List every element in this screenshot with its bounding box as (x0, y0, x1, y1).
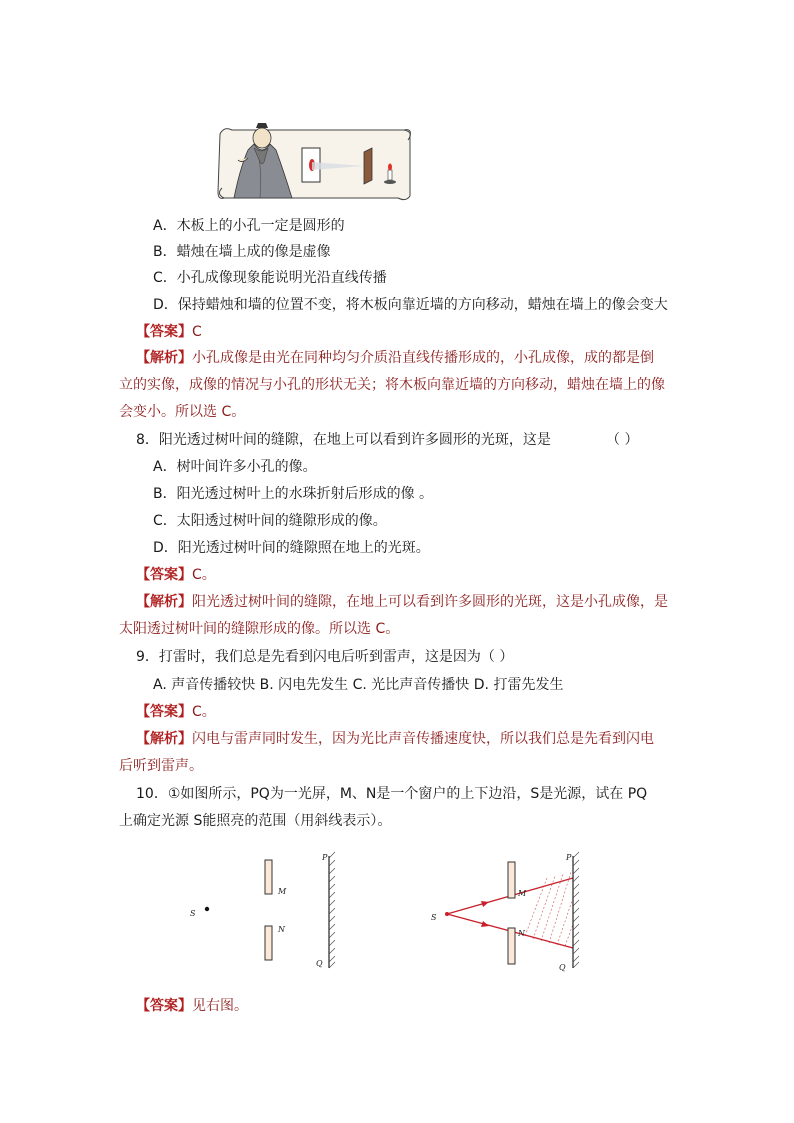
q8-option-a: A．树叶间许多小孔的像。 (153, 459, 317, 475)
pinhole-illustration (214, 122, 414, 202)
q8-answer (136, 565, 216, 585)
q9-analysis-line-1 (136, 729, 654, 749)
q7-analysis-line-1 (136, 348, 654, 368)
q8-option-b: B．阳光透过树叶上的水珠折射后形成的像 。 (153, 486, 434, 502)
q10-stem-line-2: 上确定光源 S能照亮的范围（用斜线表示）。 (119, 813, 392, 829)
label-n: N (278, 925, 285, 934)
q7-option-c: C．小孔成像现象能说明光沿直线传播 (153, 270, 387, 286)
label-s: S (190, 909, 196, 918)
q8-option-c: C．太阳透过树叶间的缝隙形成的像。 (153, 513, 387, 529)
analysis-text: 小孔成像是由光在同种均匀介质沿直线传播形成的，小孔成像，成的都是倒 (192, 350, 654, 366)
answer-tag: 【答案】 (136, 704, 192, 720)
q8-option-d: D．阳光透过树叶间的缝隙照在地上的光斑。 (153, 540, 430, 556)
q9-analysis-line-2: 后听到雷声。 (119, 758, 203, 774)
q7-analysis-line-2: 立的实像，成像的情况与小孔的形状无关；将木板向靠近墙的方向移动，蜡烛在墙上的像 (119, 377, 665, 393)
answer-value: C。 (192, 567, 216, 583)
q8-analysis-line-2: 太阳透过树叶间的缝隙形成的像。所以选 C。 (119, 621, 400, 637)
answer-value: C (192, 324, 202, 340)
q8-blank: （ ） (606, 432, 639, 448)
answer-tag: 【答案】 (136, 998, 192, 1014)
window-edge-n (508, 928, 515, 964)
window-edge-m (508, 862, 515, 898)
q7-analysis-line-3: 会变小。所以选 C。 (119, 404, 246, 420)
q7-option-a: A．木板上的小孔一定是圆形的 (153, 218, 345, 234)
window-edge-m (265, 860, 272, 894)
light-source-s (445, 912, 449, 916)
arrow-head-upper (481, 901, 489, 907)
analysis-tag: 【解析】 (136, 350, 192, 366)
q8-stem (136, 430, 551, 450)
q10-stem-line-1: 10．①如图所示，PQ为一光屏，M、N是一个窗户的上下边沿，S是光源，试在 PQ (136, 786, 648, 802)
arrow-head-lower (481, 921, 489, 927)
q10-problem-diagram (180, 848, 350, 973)
q10-answer-diagram (425, 848, 595, 973)
light-source-s (205, 907, 209, 911)
answer-value: 见右图。 (192, 998, 248, 1014)
analysis-tag: 【解析】 (136, 594, 192, 610)
analysis-tag: 【解析】 (136, 731, 192, 747)
q10-answer (136, 996, 248, 1016)
q9-answer (136, 702, 216, 722)
q9-options: A. 声音传播较快 B. 闪电先发生 C. 光比声音传播快 D. 打雷先发生 (153, 677, 564, 693)
q7-option-b: B．蜡烛在墙上成的像是虚像 (153, 244, 331, 260)
label-s: S (431, 913, 437, 922)
q7-answer (136, 322, 202, 342)
q8-stem-text: 8．阳光透过树叶间的缝隙，在地上可以看到许多圆形的光斑，这是 (136, 432, 551, 448)
label-q: Q (559, 963, 566, 972)
q8-analysis-line-1 (136, 592, 668, 612)
answer-tag: 【答案】 (136, 567, 192, 583)
label-n: N (518, 929, 525, 938)
label-p: P (566, 853, 572, 862)
window-edge-n (265, 926, 272, 960)
answer-value: C。 (192, 704, 216, 720)
label-q: Q (316, 959, 323, 968)
illuminated-range-hatching (525, 872, 573, 946)
screen-hatching (573, 852, 579, 968)
label-m: M (518, 889, 527, 898)
q9-stem: 9．打雷时，我们总是先看到闪电后听到雷声，这是因为（ ） (136, 649, 514, 665)
answer-tag: 【答案】 (136, 324, 192, 340)
label-m: M (278, 887, 287, 896)
analysis-text: 闪电与雷声同时发生，因为光比声音传播速度快，所以我们总是先看到闪电 (192, 731, 654, 747)
screen-hatching (329, 852, 335, 968)
label-p: P (322, 853, 328, 862)
analysis-text: 阳光透过树叶间的缝隙，在地上可以看到许多圆形的光斑，这是小孔成像，是 (192, 594, 668, 610)
q7-option-d: D．保持蜡烛和墙的位置不变，将木板向靠近墙的方向移动，蜡烛在墙上的像会变大 (153, 297, 668, 313)
